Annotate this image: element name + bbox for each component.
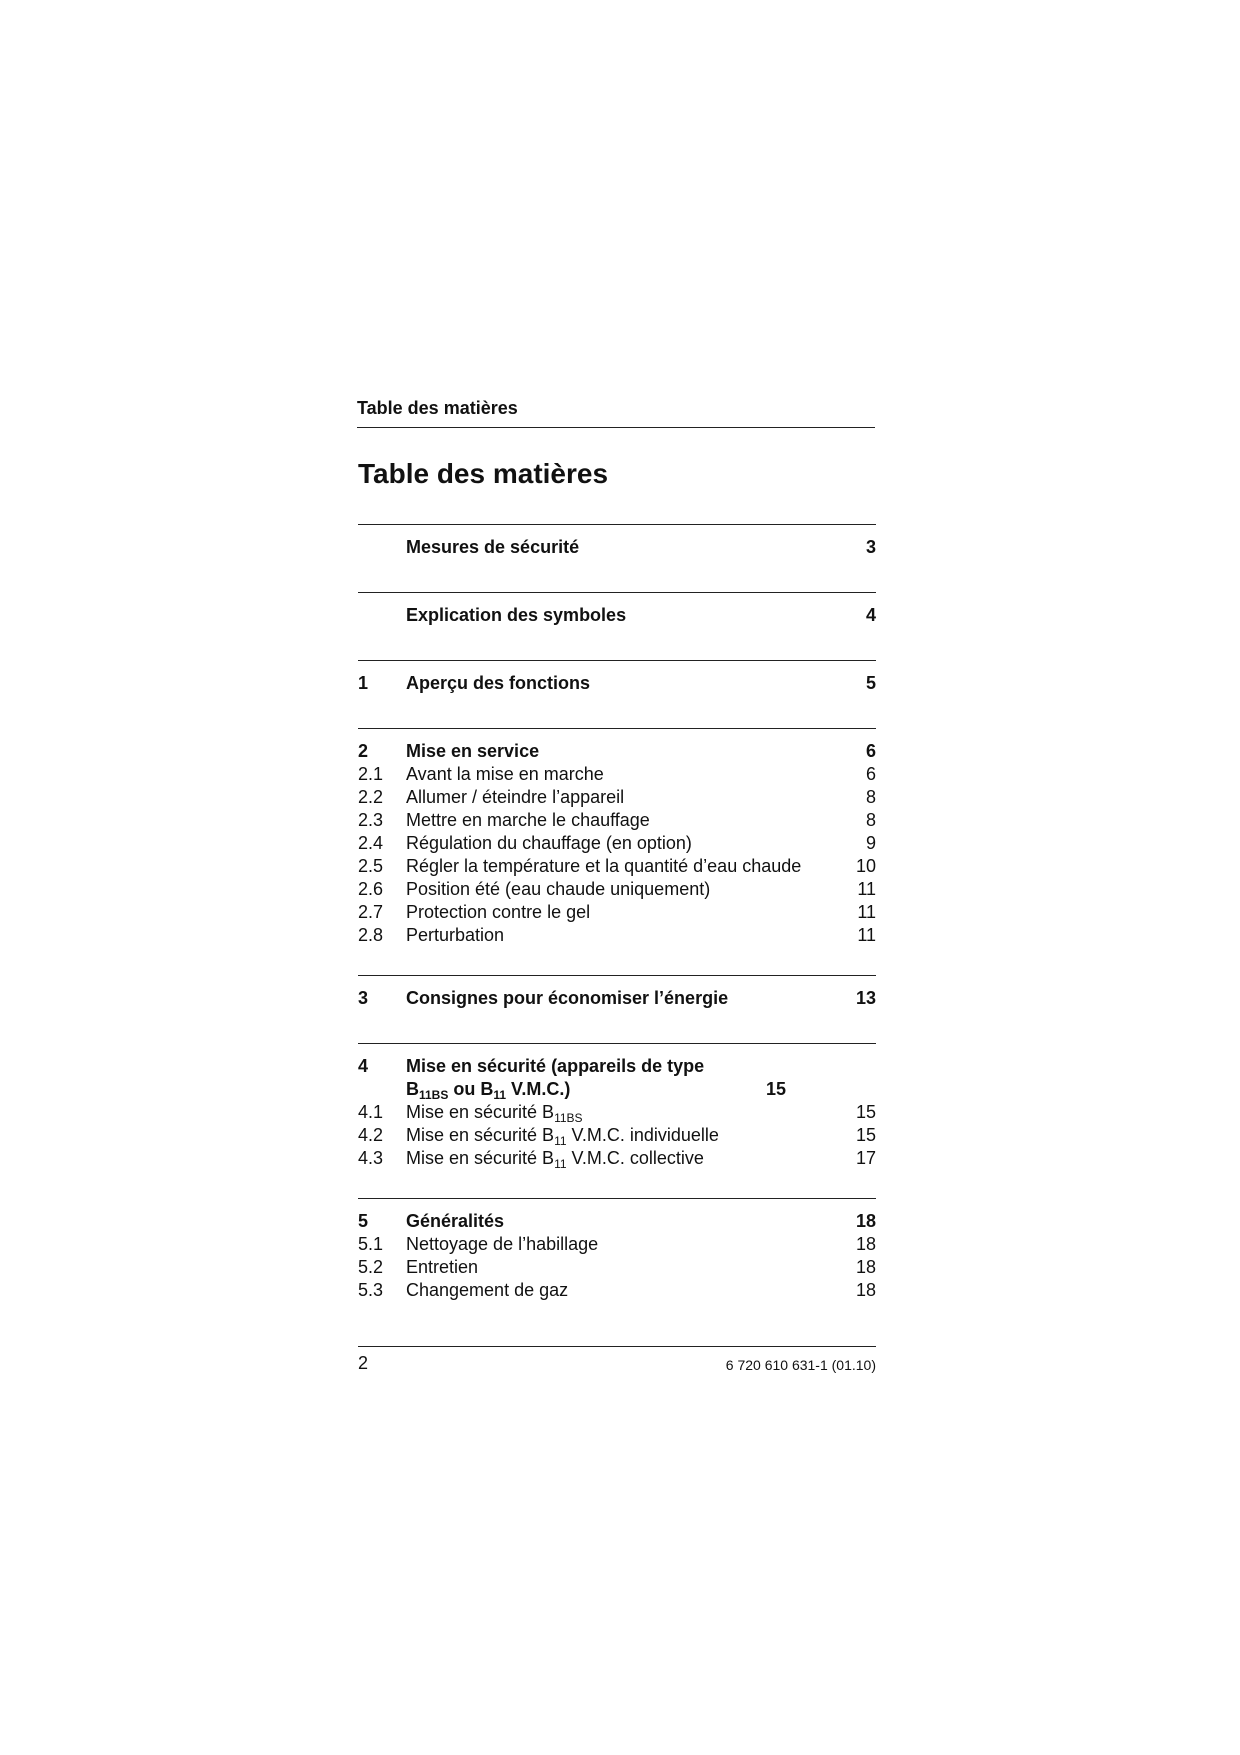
toc-entry[interactable] — [358, 786, 876, 809]
toc-entry[interactable] — [358, 672, 876, 695]
toc-entry-page: 11 — [857, 925, 876, 945]
toc-entry-page: 11 — [857, 902, 876, 922]
toc-entry-number: 4.1 — [358, 1102, 384, 1122]
toc-entry[interactable] — [358, 1279, 876, 1302]
toc-entry-number: 3 — [358, 988, 369, 1008]
toc-entry-page: 18 — [855, 1211, 876, 1231]
toc-entry-number: 5.2 — [358, 1257, 384, 1277]
toc-entry-title: Consignes pour économiser l’énergie — [406, 988, 729, 1008]
toc-entry[interactable] — [358, 855, 876, 878]
toc-section — [358, 975, 876, 1043]
toc-entry-title: Mise en service — [406, 741, 540, 761]
toc-entry-number: 2.3 — [358, 810, 384, 830]
title-fragment: V.M.C. individuelle — [566, 1125, 719, 1145]
toc-entry-number: 1 — [358, 673, 369, 693]
toc-entry-title — [406, 1101, 836, 1124]
toc-entry-number: 2.7 — [358, 902, 384, 922]
document-reference: 6 720 610 631-1 (01.10) — [725, 1357, 876, 1373]
toc-entry-page: 18 — [855, 1280, 876, 1300]
toc-entry-page: 18 — [855, 1234, 876, 1254]
toc-entry-page: 11 — [857, 879, 876, 899]
toc-entry-page: 18 — [855, 1257, 876, 1277]
toc-entry[interactable] — [358, 1256, 876, 1279]
toc-entry-title: Régler la température et la quantité d’eau chaude — [406, 856, 802, 876]
title-fragment: Mise en sécurité B — [406, 1102, 555, 1122]
title-fragment: ou B — [448, 1079, 494, 1099]
toc-entry[interactable] — [358, 1233, 876, 1256]
toc-entry-page: 15 — [855, 1102, 876, 1122]
toc-entry-number: 4 — [358, 1056, 369, 1076]
toc-section — [358, 1043, 876, 1198]
toc-entry-title: Entretien — [406, 1257, 479, 1277]
toc-section — [358, 660, 876, 728]
toc-entry[interactable] — [358, 987, 876, 1010]
toc-entry-page: 4 — [865, 605, 876, 625]
title-fragment: V.M.C.) — [506, 1079, 571, 1099]
toc-entry-page: 9 — [865, 833, 876, 853]
toc-entry-number: 5.3 — [358, 1280, 384, 1300]
toc-entry[interactable] — [358, 878, 876, 901]
toc-entry-page: 17 — [855, 1148, 876, 1168]
toc-entry-page: 3 — [865, 537, 876, 557]
page-title: Table des matières — [358, 458, 609, 489]
toc-entry[interactable] — [358, 1124, 876, 1147]
toc-entry-page: 6 — [865, 741, 876, 761]
toc-entry-title: Mettre en marche le chauffage — [406, 810, 650, 830]
toc-section — [358, 524, 876, 592]
toc-entry[interactable] — [358, 832, 876, 855]
toc-entry-number: 2.5 — [358, 856, 384, 876]
toc-entry-page: 5 — [865, 673, 876, 693]
toc-entry-number: 2.1 — [358, 764, 384, 784]
page-footer — [358, 1346, 876, 1374]
toc-entry-title — [406, 1124, 836, 1147]
toc-entry-title — [406, 1147, 836, 1170]
toc-entry[interactable] — [358, 763, 876, 786]
toc-section — [358, 592, 876, 660]
toc-entry-page: 6 — [865, 764, 876, 784]
page-number: 2 — [358, 1353, 369, 1373]
toc-section — [358, 1198, 876, 1302]
toc-entry[interactable] — [358, 536, 876, 559]
toc-entry-title: Perturbation — [406, 925, 505, 945]
toc-section — [358, 728, 876, 975]
toc-entry-title: Aperçu des fonctions — [406, 673, 591, 693]
toc-entry-number: 4.3 — [358, 1148, 384, 1168]
subscript: 11 — [554, 1157, 567, 1171]
toc-entry-title: Nettoyage de l’habillage — [406, 1234, 599, 1254]
subscript: 11 — [554, 1134, 567, 1148]
subscript: 11BS — [419, 1088, 449, 1102]
toc-entry-number: 2.6 — [358, 879, 384, 899]
toc-entry-title: Position été (eau chaude uniquement) — [406, 879, 711, 899]
toc-entry-number: 2.4 — [358, 833, 384, 853]
toc-entry-number: 5.1 — [358, 1234, 384, 1254]
toc-entry[interactable] — [358, 924, 876, 947]
toc-entry[interactable] — [358, 809, 876, 832]
toc-entry-title — [406, 1055, 746, 1101]
toc-entry-number: 5 — [358, 1211, 369, 1231]
toc-entry[interactable] — [358, 1210, 876, 1233]
toc-entry-number: 2.2 — [358, 787, 384, 807]
toc-entry-title: Mesures de sécurité — [406, 537, 580, 557]
running-header: Table des matières — [357, 398, 875, 428]
toc-entry-title: Protection contre le gel — [406, 902, 591, 922]
toc-entry-title: Généralités — [406, 1211, 505, 1231]
toc-entry[interactable] — [358, 1055, 876, 1101]
toc-entry-number: 2.8 — [358, 925, 384, 945]
title-fragment: Mise en sécurité (appareils de type B — [406, 1056, 705, 1099]
table-of-contents — [358, 524, 876, 1302]
title-fragment: V.M.C. collective — [566, 1148, 704, 1168]
toc-entry[interactable] — [358, 604, 876, 627]
toc-entry-page: 10 — [855, 856, 876, 876]
toc-entry[interactable] — [358, 901, 876, 924]
title-fragment: Mise en sécurité B — [406, 1125, 555, 1145]
toc-entry-page: 15 — [765, 1079, 786, 1099]
toc-entry-number: 4.2 — [358, 1125, 384, 1145]
toc-entry-page: 13 — [855, 988, 876, 1008]
toc-entry-title: Régulation du chauffage (en option) — [406, 833, 692, 853]
toc-entry-title: Allumer / éteindre l’appareil — [406, 787, 625, 807]
toc-entry-number: 2 — [358, 741, 369, 761]
toc-entry-title: Changement de gaz — [406, 1280, 569, 1300]
title-fragment: Mise en sécurité B — [406, 1148, 555, 1168]
toc-entry-page: 15 — [855, 1125, 876, 1145]
toc-entry-page: 8 — [865, 787, 876, 807]
toc-entry[interactable] — [358, 1101, 876, 1124]
toc-entry[interactable] — [358, 740, 876, 763]
toc-entry-title: Explication des symboles — [406, 605, 627, 625]
toc-entry[interactable] — [358, 1147, 876, 1170]
subscript: 11BS — [554, 1111, 583, 1125]
toc-entry-page: 8 — [865, 810, 876, 830]
subscript: 11 — [493, 1088, 507, 1102]
toc-entry-title: Avant la mise en marche — [406, 764, 604, 784]
